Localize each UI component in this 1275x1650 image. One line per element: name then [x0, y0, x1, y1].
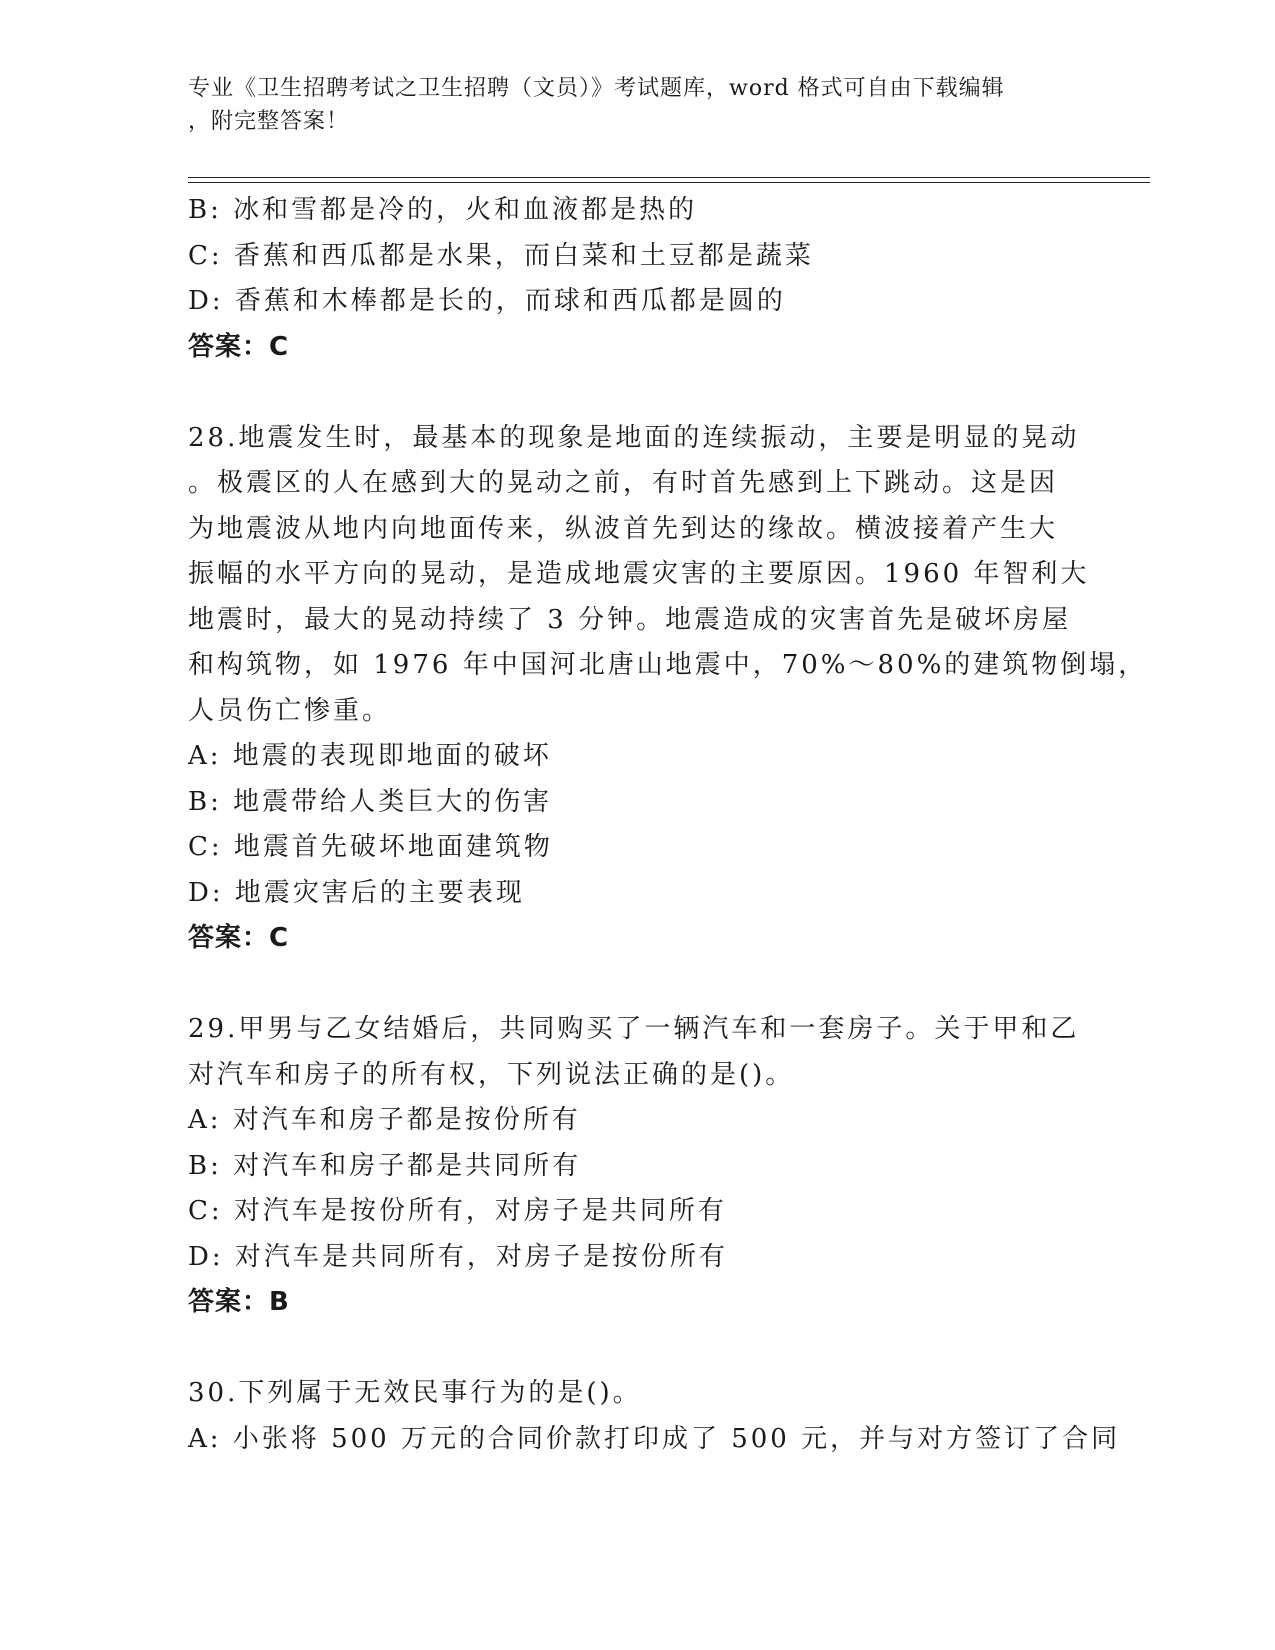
- spacer: [188, 1326, 1078, 1372]
- answer-line: 答案：C: [188, 331, 290, 362]
- header-line-2: ，附完整答案！: [188, 109, 350, 134]
- option-a: A: 对汽车和房子都是按份所有: [188, 1105, 581, 1135]
- question-stem-line: 为地震波从地内向地面传来，纵波首先到达的缘故。横波接着产生大: [188, 513, 1059, 544]
- question-27: [188, 188, 1078, 370]
- question-28: [188, 416, 1148, 962]
- header-rule-bottom: [188, 182, 1150, 183]
- option-c: C: 地震首先破坏地面建筑物: [188, 832, 553, 862]
- spacer: [188, 370, 1078, 416]
- option-d: D: 地震灾害后的主要表现: [188, 877, 525, 908]
- question-stem-line: 。极震区的人在感到大的晃动之前，有时首先感到上下跳动。这是因: [188, 468, 1059, 498]
- question-stem-line: 29.甲男与乙女结婚后，共同购买了一辆汽车和一套房子。关于甲和乙: [188, 1014, 1080, 1044]
- question-stem-line: 人员伤亡惨重。: [188, 695, 392, 726]
- question-stem-line: 和构筑物，如 1976 年中国河北唐山地震中，70%～80%的建筑物倒塌，: [188, 650, 1148, 680]
- question-stem-line: 30.下列属于无效民事行为的是()。: [188, 1378, 642, 1408]
- option-c: C: 对汽车是按份所有，对房子是共同所有: [188, 1196, 727, 1226]
- document-header: [188, 72, 1068, 138]
- spacer: [188, 962, 1078, 1008]
- option-a: A: 小张将 500 万元的合同价款打印成了 500 元，并与对方签订了合同: [188, 1423, 1121, 1454]
- header-rule-top: [188, 177, 1150, 178]
- option-a: A: 地震的表现即地面的破坏: [188, 741, 552, 771]
- option-d: D: 对汽车是共同所有，对房子是按份所有: [188, 1241, 728, 1272]
- question-stem-line: 对汽车和房子的所有权，下列说法正确的是()。: [188, 1059, 795, 1090]
- option-b: B: 地震带给人类巨大的伤害: [188, 786, 553, 817]
- option-b: B: 冰和雪都是冷的，火和血液都是热的: [188, 195, 698, 225]
- option-b: B: 对汽车和房子都是共同所有: [188, 1150, 582, 1181]
- question-stem-line: 振幅的水平方向的晃动，是造成地震灾害的主要原因。1960 年智利大: [188, 559, 1090, 589]
- answer-line: 答案：C: [188, 923, 290, 953]
- question-list: [188, 188, 1148, 1462]
- header-line-1: 专业《卫生招聘考试之卫生招聘（文员）》考试题库，word 格式可自由下载编辑: [188, 76, 1005, 101]
- option-c: C: 香蕉和西瓜都是水果，而白菜和土豆都是蔬菜: [188, 240, 814, 271]
- answer-line: 答案：B: [188, 1287, 290, 1317]
- question-stem-line: 地震时，最大的晃动持续了 3 分钟。地震造成的灾害首先是破坏房屋: [188, 604, 1072, 635]
- question-30: [188, 1371, 1121, 1462]
- question-29: [188, 1007, 1078, 1326]
- option-d: D: 香蕉和木棒都是长的，而球和西瓜都是圆的: [188, 286, 786, 316]
- question-stem-line: 28.地震发生时，最基本的现象是地面的连续振动，主要是明显的晃动: [188, 422, 1080, 453]
